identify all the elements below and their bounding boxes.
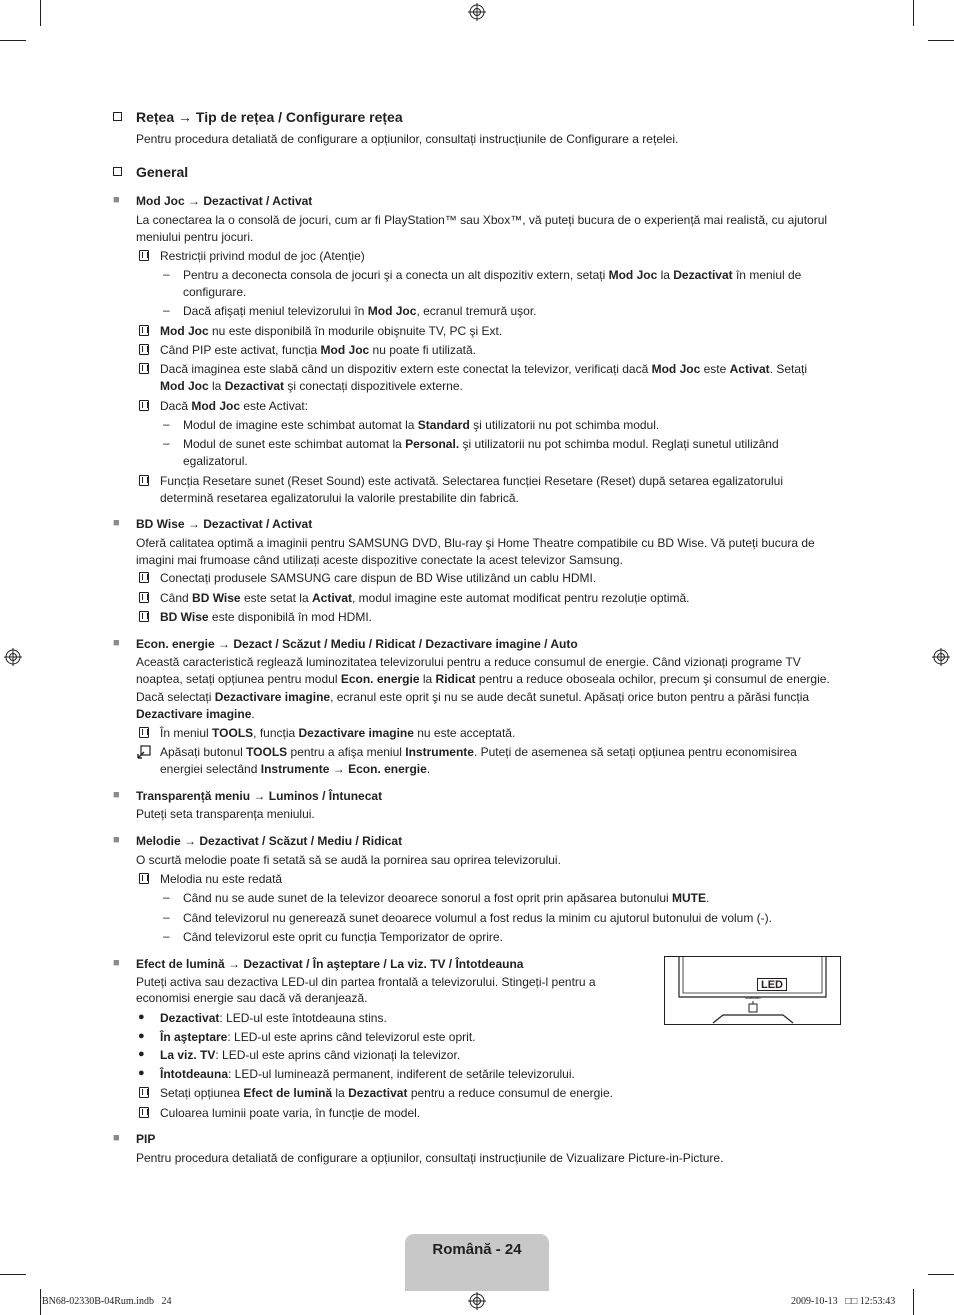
- registration-mark-icon: [468, 1292, 486, 1310]
- paragraph-line: economisi energie sau dacă vă deranjează.: [136, 991, 368, 1005]
- tools-tip-text: energiei selectând Instrumente → Econ. energie.: [160, 762, 431, 776]
- note-text: Conectați produsele SAMSUNG care dispun de BD Wise utilizând un cablu HDMI.: [160, 571, 597, 585]
- bullet-text: Dezactivat: LED-ul este întotdeauna stins.: [160, 1011, 387, 1025]
- paragraph-line: Puteți activa sau dezactiva LED-ul din partea frontală a televizorului. Stingeți-l pentru a: [136, 975, 596, 989]
- note-text: Mod Joc nu este disponibilă în modurile obişnuite TV, PC şi Ext.: [160, 324, 503, 338]
- tv-outline-icon: [665, 957, 840, 1024]
- dash-item-text: Modul de sunet este schimbat automat la Personal. şi utilizatorii nu pot schimba modul. Reglați sunetul utilizând: [183, 437, 779, 451]
- dash-bullet: –: [163, 303, 170, 317]
- section-title-retea: Rețea → Tip de rețea / Configurare rețea: [136, 109, 403, 125]
- tools-icon: [137, 745, 151, 759]
- bullet-text: În aşteptare: LED-ul este aprins când televizorul este oprit.: [160, 1030, 476, 1044]
- dash-bullet: –: [163, 417, 170, 431]
- dash-bullet: –: [163, 910, 170, 924]
- item-heading-efect-lumina: Efect de lumină → Dezactivat / În aşteptare / La viz. TV / Întotdeauna: [136, 957, 524, 971]
- note-icon: [139, 325, 149, 336]
- note-icon: [139, 592, 149, 603]
- note-text: În meniul TOOLS, funcția Dezactivare imagine nu este acceptată.: [160, 726, 516, 740]
- dash-item-text: Când televizorul nu generează sunet deoarece volumul a fost redus la minim cu ajutorul butonului de volum (-).: [183, 911, 772, 925]
- item-heading-transparenta: Transparență meniu → Luminos / Întunecat: [136, 789, 383, 803]
- item-heading-econ-energie: Econ. energie → Dezact / Scăzut / Mediu / Ridicat / Dezactivare imagine / Auto: [136, 637, 578, 651]
- dash-item-text: Modul de imagine este schimbat automat la Standard şi utilizatorii nu pot schimba modul.: [183, 418, 660, 432]
- note-text: Melodia nu este redată: [160, 872, 283, 886]
- item-heading-bd-wise: BD Wise → Dezactivat / Activat: [136, 517, 313, 531]
- square-bullet-icon: ■: [113, 194, 120, 206]
- paragraph-line: Dacă selectați Dezactivare imagine, ecranul este oprit şi nu se aude decât sunetul. Apăsați orice buton pentru a părăsi funcția: [136, 690, 810, 704]
- note-icon: [139, 727, 149, 738]
- section-checkbox-icon: [113, 167, 122, 176]
- note-icon: [139, 1087, 149, 1098]
- tools-tip-text: Apăsați butonul TOOLS pentru a afişa meniul Instrumente. Puteți de asemenea să setați opțiunea pentru economisirea: [160, 745, 797, 759]
- section-body: Pentru procedura detaliată de configurare a opțiunilor, consultați instrucțiunile de Configurare a rețelei.: [136, 132, 679, 146]
- round-bullet: ●: [138, 1030, 145, 1042]
- item-heading-mod-joc: Mod Joc → Dezactivat / Activat: [136, 194, 313, 208]
- note-text: determină resetarea egalizatorului la valorile prestabilite din fabrică.: [160, 491, 519, 505]
- square-bullet-icon: ■: [113, 789, 120, 801]
- note-text: Setați opțiunea Efect de lumină la Dezactivat pentru a reduce consumul de energie.: [160, 1086, 613, 1100]
- item-heading-pip: PIP: [136, 1132, 156, 1146]
- dash-item-text: Pentru a deconecta consola de jocuri şi a conecta un alt dispozitiv extern, setați Mod Joc la Dezactivat în meniul de: [183, 268, 802, 282]
- note-icon: [139, 400, 149, 411]
- note-text: Când BD Wise este setat la Activat, modul imagine este automat modificat pentru rezoluție optimă.: [160, 591, 690, 605]
- dash-bullet: –: [163, 929, 170, 943]
- paragraph-line: meniului pentru jocuri.: [136, 230, 254, 244]
- note-text: Când PIP este activat, funcția Mod Joc nu poate fi utilizată.: [160, 343, 476, 357]
- note-text: Dacă Mod Joc este Activat:: [160, 399, 309, 413]
- tv-led-illustration: [664, 956, 841, 1025]
- paragraph-line: noaptea, setați opțiunea pentru modul Econ. energie la Ridicat pentru a reduce oboseala ochilor, precum şi consumul de energie.: [136, 672, 830, 686]
- registration-mark-icon: [468, 3, 486, 21]
- registration-mark-icon: [932, 648, 950, 666]
- print-date-info: 2009-10-13 □□ 12:53:43: [791, 1296, 896, 1307]
- note-text: Culoarea luminii poate varia, în funcție de model.: [160, 1106, 421, 1120]
- led-label: LED: [757, 978, 787, 991]
- square-bullet-icon: ■: [113, 957, 120, 969]
- square-bullet-icon: ■: [113, 637, 120, 649]
- note-icon: [139, 1107, 149, 1118]
- round-bullet: ●: [138, 1011, 145, 1023]
- paragraph-line: La conectarea la o consolă de jocuri, cum ar fi PlayStation™ sau Xbox™, vă puteți bucura de o experiență mai realistă, cu ajutorul: [136, 213, 828, 227]
- square-bullet-icon: ■: [113, 834, 120, 846]
- square-bullet-icon: ■: [113, 1132, 120, 1144]
- paragraph-line: Această caracteristică reglează luminozitatea televizorului pentru a reduce consumul de energie. Când vizionați programe TV: [136, 655, 801, 669]
- crop-mark: [40, 0, 41, 26]
- bullet-text: Întotdeauna: LED-ul luminează permanent, indiferent de setările televizorului.: [160, 1067, 575, 1081]
- round-bullet: ●: [138, 1067, 145, 1079]
- item-heading-melodie: Melodie → Dezactivat / Scăzut / Mediu / Ridicat: [136, 834, 403, 848]
- note-text: Funcția Resetare sunet (Reset Sound) este activată. Selectarea funcției Resetare (Reset) după setarea egalizatorului: [160, 474, 784, 488]
- note-icon: [139, 873, 149, 884]
- note-text: BD Wise este disponibilă în mod HDMI.: [160, 610, 372, 624]
- paragraph-line: O scurtă melodie poate fi setată să se audă la pornirea sau oprirea televizorului.: [136, 853, 561, 867]
- registration-mark-icon: [4, 648, 22, 666]
- note-icon: [139, 611, 149, 622]
- paragraph-line: Oferă calitatea optimă a imaginii pentru SAMSUNG DVD, Blu-ray şi Home Theatre compatibile cu BD Wise. Vă puteți bucura de: [136, 536, 815, 550]
- round-bullet: ●: [138, 1048, 145, 1060]
- dash-bullet: –: [163, 267, 170, 281]
- dash-bullet: –: [163, 436, 170, 450]
- note-icon: [139, 363, 149, 374]
- section-title-general: General: [136, 164, 189, 180]
- paragraph-line: imagini mai frumoase când utilizați aceste dispozitive conectate la acest televizor Samsung.: [136, 553, 623, 567]
- note-icon: [139, 572, 149, 583]
- dash-item-text: Când televizorul este oprit cu funcția Temporizator de oprire.: [183, 930, 503, 944]
- note-text: Dacă imaginea este slabă când un dispozitiv extern este conectat la televizor, verificați dacă Mod Joc este Activat. Setați: [160, 362, 808, 376]
- dash-item-text: Dacă afişați meniul televizorului în Mod Joc, ecranul tremură uşor.: [183, 304, 537, 318]
- crop-mark: [40, 1289, 41, 1315]
- dash-bullet: –: [163, 890, 170, 904]
- brand-label: SAMSUNG: [745, 996, 761, 1000]
- note-icon: [139, 250, 149, 261]
- crop-mark: [0, 1274, 26, 1275]
- section-checkbox-icon: [113, 112, 122, 121]
- crop-mark: [913, 1289, 914, 1315]
- crop-mark: [928, 1274, 954, 1275]
- square-bullet-icon: ■: [113, 517, 120, 529]
- page-number-label: Română - 24: [432, 1241, 522, 1258]
- bullet-text: La viz. TV: LED-ul este aprins când vizionați la televizor.: [160, 1048, 461, 1062]
- paragraph-line: Puteți seta transparența meniului.: [136, 807, 315, 821]
- paragraph-line: Pentru procedura detaliată de configurare a opțiunilor, consultați instrucțiunile de Vizualizare Picture-in-Picture.: [136, 1151, 724, 1165]
- print-file-info: BN68-02330B-04Rum.indb 24: [42, 1296, 172, 1307]
- note-icon: [139, 475, 149, 486]
- note-text: Mod Joc la Dezactivat şi conectați dispozitivele externe.: [160, 379, 463, 393]
- note-text: Restricții privind modul de joc (Atenție): [160, 249, 365, 263]
- dash-item-text: egalizatorul.: [183, 454, 248, 468]
- crop-mark: [0, 40, 26, 41]
- crop-mark: [913, 0, 914, 26]
- dash-item-text: Când nu se aude sunet de la televizor deoarece sonorul a fost oprit prin apăsarea butonului MUTE.: [183, 891, 710, 905]
- paragraph-line: Dezactivare imagine.: [136, 707, 255, 721]
- dash-item-text: configurare.: [183, 285, 247, 299]
- note-icon: [139, 344, 149, 355]
- crop-mark: [928, 40, 954, 41]
